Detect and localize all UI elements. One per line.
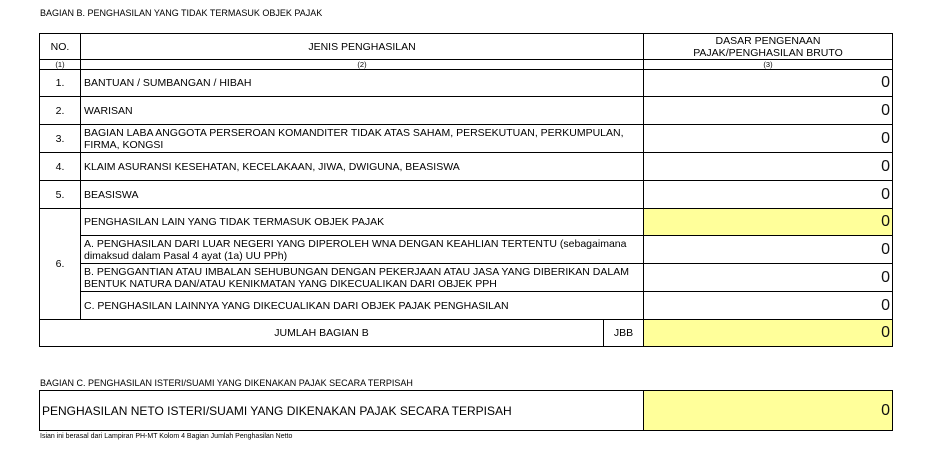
row-value-input[interactable]: 0 (644, 153, 893, 181)
row6-no: 6. (40, 209, 81, 320)
header-no: NO. (40, 34, 81, 60)
row6-main-value: 0 (644, 209, 893, 236)
table-row (40, 97, 893, 125)
row6-a-label: A. PENGHASILAN DARI LUAR NEGERI YANG DIPEROLEH WNA DENGAN KEAHLIAN TERTENTU (sebagaimana dimaksud dalam Pasal 4 ayat (1a) UU PPh) (81, 236, 644, 264)
section-b-title: BAGIAN B. PENGHASILAN YANG TIDAK TERMASUK OBJEK PAJAK (40, 8, 323, 18)
table-row (40, 292, 893, 320)
row-label: BANTUAN / SUMBANGAN / HIBAH (81, 70, 644, 97)
row6-b-value-input[interactable]: 0 (644, 264, 893, 292)
section-c-title: BAGIAN C. PENGHASILAN ISTERI/SUAMI YANG DIKENAKAN PAJAK SECARA TERPISAH (40, 378, 413, 388)
col-number-2: (2) (81, 60, 644, 70)
row6-c-label: C. PENGHASILAN LAINNYA YANG DIKECUALIKAN DARI OBJEK PAJAK PENGHASILAN (81, 292, 644, 320)
section-c-table (39, 390, 893, 431)
row-label: KLAIM ASURANSI KESEHATAN, KECELAKAAN, JIWA, DWIGUNA, BEASISWA (81, 153, 644, 181)
row-no: 3. (40, 125, 81, 153)
table-row (40, 209, 893, 236)
row-value-input[interactable]: 0 (644, 97, 893, 125)
row6-b-label: B. PENGGANTIAN ATAU IMBALAN SEHUBUNGAN DENGAN PEKERJAAN ATAU JASA YANG DIBERIKAN DALAM BENTUK NATURA DAN/ATAU KENIKMATAN YANG DIKECUALIKAN DARI OBJEK PPH (81, 264, 644, 292)
row-no: 1. (40, 70, 81, 97)
row-no: 5. (40, 181, 81, 209)
table-row (40, 70, 893, 97)
header-jenis: JENIS PENGHASILAN (81, 34, 644, 60)
row-no: 4. (40, 153, 81, 181)
section-c-value: 0 (644, 391, 893, 431)
table-row (40, 153, 893, 181)
table-row (40, 264, 893, 292)
section-c-label: PENGHASILAN NETO ISTERI/SUAMI YANG DIKENAKAN PAJAK SECARA TERPISAH (40, 391, 644, 431)
section-b-table (39, 33, 893, 347)
total-label: JUMLAH BAGIAN B (40, 320, 604, 347)
section-c-footnote: Isian ini berasal dari Lampiran PH-MT Kolom 4 Bagian Jumlah Penghasilan Netto (40, 433, 293, 440)
header-dasar-line1: DASAR PENGENAAN (715, 34, 821, 47)
row6-main-label: PENGHASILAN LAIN YANG TIDAK TERMASUK OBJEK PAJAK (81, 209, 644, 236)
row-label: WARISAN (81, 97, 644, 125)
table-row (40, 181, 893, 209)
row-value-input[interactable]: 0 (644, 181, 893, 209)
header-dasar (644, 34, 893, 60)
row6-c-value-input[interactable]: 0 (644, 292, 893, 320)
row-label: BAGIAN LABA ANGGOTA PERSEROAN KOMANDITER TIDAK ATAS SAHAM, PERSEKUTUAN, PERKUMPULAN, FIRMA, KONGSI (81, 125, 644, 153)
row6-a-value-input[interactable]: 0 (644, 236, 893, 264)
col-number-3: (3) (644, 60, 893, 70)
header-dasar-line2: PAJAK/PENGHASILAN BRUTO (693, 46, 843, 59)
row-no: 2. (40, 97, 81, 125)
total-value: 0 (644, 320, 893, 347)
row-value-input[interactable]: 0 (644, 70, 893, 97)
total-row (40, 320, 893, 347)
row-value-input[interactable]: 0 (644, 125, 893, 153)
row-label: BEASISWA (81, 181, 644, 209)
total-code: JBB (604, 320, 644, 347)
table-row (40, 125, 893, 153)
table-row (40, 236, 893, 264)
col-number-1: (1) (40, 60, 81, 70)
